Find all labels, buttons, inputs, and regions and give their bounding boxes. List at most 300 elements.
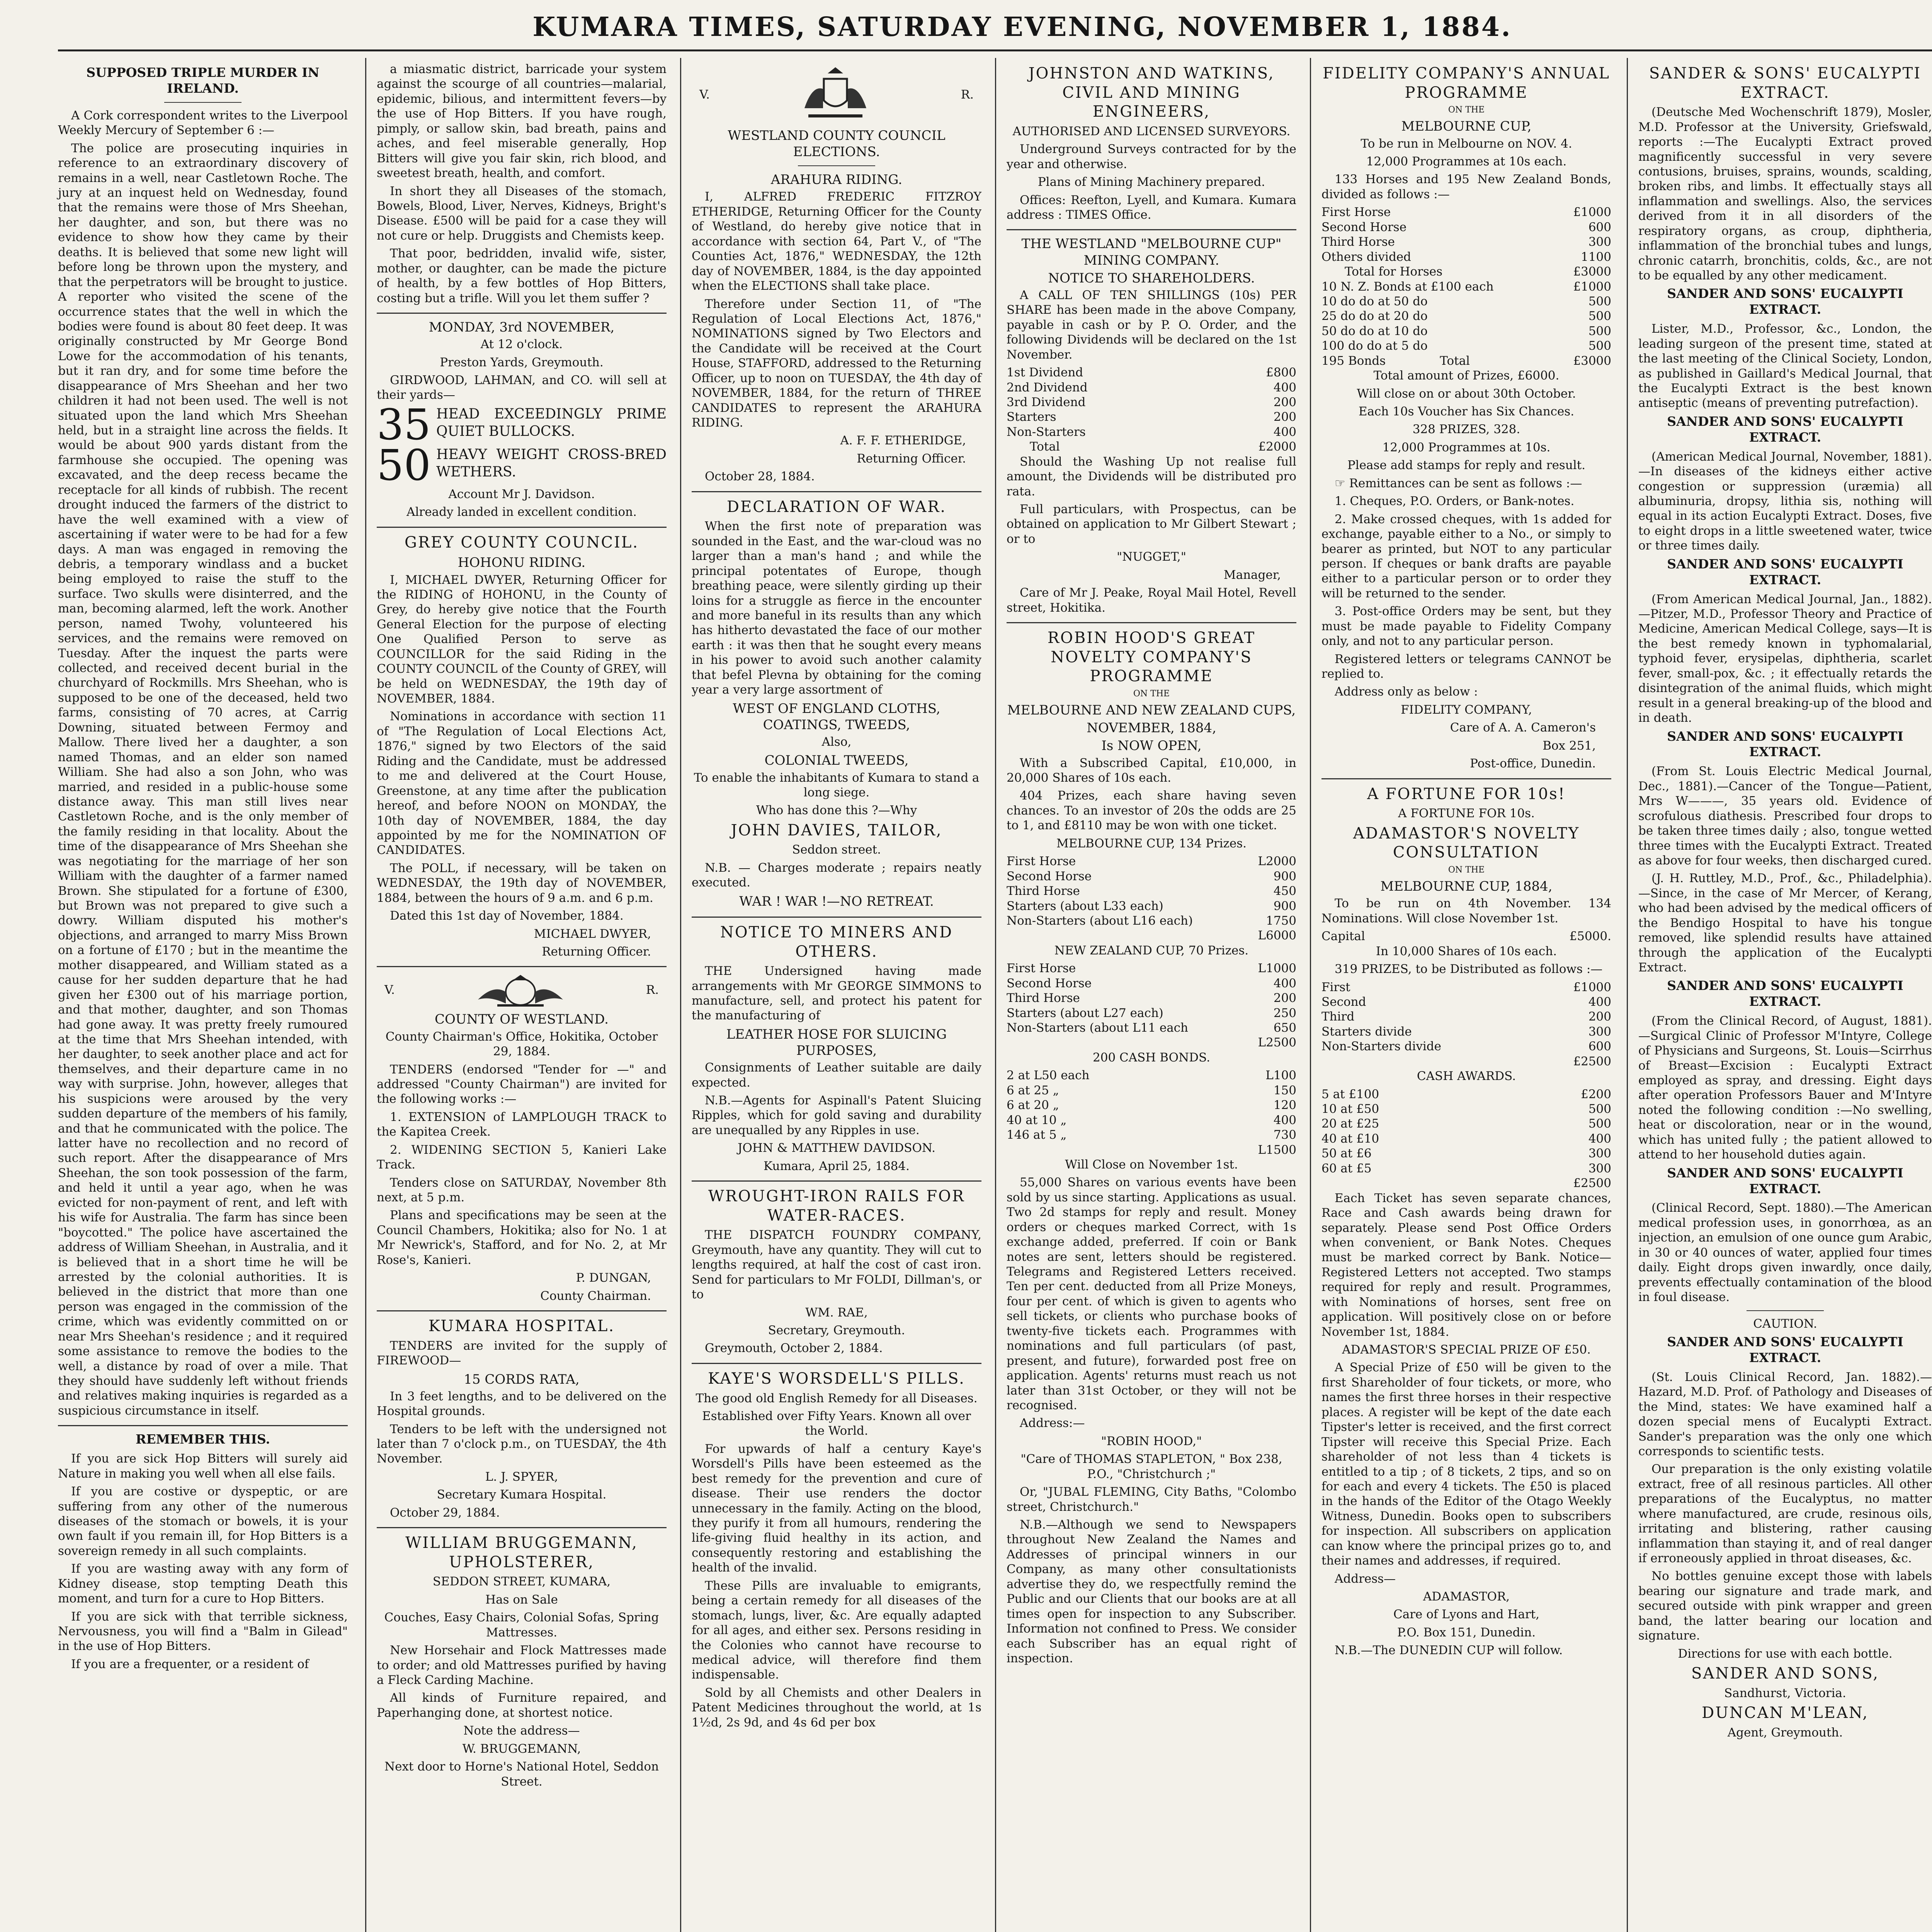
notice-paragraph: Therefore under Section 11, of "The Regulation of Local Elections Act, 1876," NOMINATIONS signed by Two Electors and the Candidate will be received at the Court House, STAFFORD, addressed to the Returning Officer, up to noon on TUESDAY, the 4th day of NOVEMBER, 1884, for the return of THREE CANDIDATES to represent the ARAHURA RIDING. — [692, 297, 981, 430]
sale-note: Already landed in excellent condition. — [406, 505, 637, 519]
table-label: Starters — [1007, 410, 1056, 424]
crest-letter: R. — [961, 87, 974, 102]
table-total-row — [1321, 1176, 1611, 1190]
ad-heading: SANDER AND SONS' EUCALYPTI EXTRACT. — [1667, 286, 1903, 317]
notice-paragraph: Should the Washing Up not realise full amount, the Dividends will be distributed pro rata. — [1007, 454, 1296, 498]
article-paragraph: If you are costive or dyspeptic, or are suffering from any other of the numerous diseases of the stomach or bowels, it is your own fault if you remain ill, for Hop Bitters is a sovereign remedy in all such complaints. — [58, 1485, 348, 1558]
dividend-table — [1007, 365, 1296, 454]
ad-line: To be run in Melbourne on NOV. 4. — [1361, 136, 1572, 151]
table-total-row — [1321, 354, 1611, 368]
ad-title: NOTICE TO MINERS AND OTHERS. — [720, 923, 953, 961]
masthead: KUMARA TIMES, SATURDAY EVENING, NOVEMBER 1, 1884. — [532, 12, 1512, 43]
table-label: Second — [1321, 995, 1366, 1009]
table-label: Second Horse — [1007, 869, 1092, 883]
ad-paragraph: 3. Post-office Orders may be sent, but they must be made payable to Fidelity Company only, and not to any particular person. — [1321, 604, 1611, 648]
table-label: 6 at 25 „ — [1007, 1083, 1059, 1097]
table-label: 20 at £25 — [1321, 1117, 1379, 1131]
ad-line: ON THE — [1448, 865, 1485, 875]
table-row — [1007, 976, 1296, 991]
royal-crest — [699, 66, 974, 124]
prize-table — [1007, 961, 1296, 1050]
notice-title: COUNTY OF WESTLAND. — [435, 1012, 609, 1027]
table-row — [1321, 1161, 1611, 1176]
signature-title: County Chairman. — [540, 1289, 651, 1303]
table-row — [1321, 929, 1611, 944]
signature: A. F. F. ETHERIDGE, — [840, 434, 966, 448]
lot — [377, 406, 667, 444]
table-value: £5000. — [1569, 929, 1611, 944]
ad-date: Greymouth, October 2, 1884. — [705, 1341, 883, 1355]
ad-paragraph: A Special Prize of £50 will be given to the first Shareholder of four tickets, or more, who names the first three horses in their respective places. A register will be kept of the date each Tipster's letter is received, and the first correct Tipster will receive this Special Prize. Each shareholder of not less than 4 tickets is entitled to a tip ; of 8 tickets, 2 tips, and so on for each and every 4 tickets. The £50 is placed in the hands of the Editor of the Otago Weekly Witness, Dunedin. Books open to subscribers for inspection. All subscribers on application can know where the principal prizes go to, and their names and addresses, if required. — [1321, 1361, 1611, 1568]
table-row — [1007, 380, 1296, 395]
table-value: 650 — [1273, 1021, 1296, 1035]
sale-account: Account Mr J. Davidson. — [448, 487, 595, 501]
table-row — [1321, 338, 1611, 353]
divider — [692, 1363, 981, 1364]
agent-location: Agent, Greymouth. — [1727, 1725, 1843, 1740]
notice-paragraph: The POLL, if necessary, will be taken on WEDNESDAY, the 19th day of NOVEMBER, 1884, between the hours of 9 a.m. and 6 p.m. — [377, 861, 667, 905]
ad-line: "Care of THOMAS STAPLETON, " Box 238, P.O., "Christchurch ;" — [1020, 1452, 1282, 1481]
table-value: 450 — [1273, 884, 1296, 898]
notice-line: "NUGGET," — [1117, 550, 1186, 564]
notice-subtitle: HOHONU RIDING. — [457, 555, 586, 571]
table-value: 200 — [1273, 410, 1296, 424]
ad-paragraph: 2. Make crossed cheques, with 1s added for exchange, payable either to a No., or simply to bearer as printed, but NOT to any particular person. If cheques or bank drafts are payable either to a particular person or to order they will be returned to the sender. — [1321, 512, 1611, 600]
ad-line: Also, — [821, 735, 852, 749]
table-title: MELBOURNE CUP, 134 Prizes. — [1056, 836, 1247, 850]
table-row — [1321, 1024, 1611, 1039]
notice-paragraph: TENDERS are invited for the supply of FIREWOOD— — [377, 1338, 667, 1368]
table-value: £2000 — [1258, 440, 1296, 454]
ad-title: ADAMASTOR'S NOVELTY CONSULTATION — [1353, 824, 1580, 862]
ad-paragraph: Lister, M.D., Professor, &c., London, the leading surgeon of the present time, stated at the last meeting of the Clinical Society, London, as published in Gaillard's Medical Journal, that the Eucalypti Extract is the best known antiseptic (means of preventing putrefaction). — [1638, 322, 1932, 410]
ad-line: The good old English Remedy for all Diseases. — [696, 1391, 978, 1405]
ad-date: Kumara, April 25, 1884. — [764, 1159, 910, 1173]
signature: WM. RAE, — [805, 1305, 868, 1320]
table-label: 2nd Dividend — [1007, 380, 1088, 395]
notice-paragraph: A CALL OF TEN SHILLINGS (10s) PER SHARE has been made in the above Company, payable in cash or by P. O. Order, and the following Dividends will be declared on the 1st November. — [1007, 288, 1296, 362]
table-row — [1007, 1006, 1296, 1020]
table-label: Third Horse — [1321, 235, 1395, 249]
table-label: Non-Starters divide — [1321, 1039, 1441, 1054]
ad-title: KAYE'S WORSDELL'S PILLS. — [708, 1369, 965, 1388]
notice-paragraph: Nominations in accordance with section 11 of "The Regulation of Local Elections Act, 1876," signed by two Electors of the said Riding and the Candidate, must be addressed to me and delivered at the Court House, Greenstone, at any time after the publication hereof, and before NOON on MONDAY, the 10th day of NOVEMBER, 1884, the day appointed by me for the NOMINATION OF CANDIDATES. — [377, 709, 667, 857]
ad-paragraph: (American Medical Journal, November, 1881).—In diseases of the kidneys either active congestion or suppression (uræmia) all albuminuria, dropsy, lithia sis, nothing will equal in its action Eucalypti Extract. Doses, five to eight drops in a little sweetened water, twice or three times daily. — [1638, 449, 1932, 553]
ad-paragraph: All kinds of Furniture repaired, and Paperhanging done, at shortest notice. — [377, 1691, 667, 1720]
ad-paragraph: Offices: Reefton, Lyell, and Kumara. Kumara address : TIMES Office. — [1007, 193, 1296, 222]
table-value: £800 — [1266, 366, 1296, 380]
divider — [1007, 622, 1296, 623]
sale-time: At 12 o'clock. — [480, 337, 563, 352]
ad-line: Care of Lyons and Hart, — [1393, 1607, 1539, 1622]
ad-subtitle: AUTHORISED AND LICENSED SURVEYORS. — [1012, 124, 1291, 138]
ad-paragraph: 319 PRIZES, to be Distributed as follows :— — [1335, 962, 1603, 976]
table-title: 200 CASH BONDS. — [1093, 1050, 1210, 1065]
table-row — [1007, 1083, 1296, 1098]
ad-line: Please add stamps for reply and result. — [1347, 458, 1586, 473]
ad-line: WEST OF ENGLAND CLOTHS, COATINGS, TWEEDS, — [733, 701, 940, 733]
table-label: Second Horse — [1321, 220, 1407, 234]
article-paragraph: If you are wasting away with any form of Kidney disease, stop tempting Death this moment, and turn for a cure to Hop Bitters. — [58, 1562, 348, 1606]
table-label: 1st Dividend — [1007, 366, 1083, 380]
table-row — [1007, 913, 1296, 928]
ad-line: Seddon street. — [792, 843, 881, 857]
table-value: 120 — [1273, 1098, 1296, 1112]
table-label: 146 at 5 „ — [1007, 1128, 1067, 1142]
ad-line: ADAMASTOR, — [1423, 1590, 1510, 1604]
notice-paragraph: Full particulars, with Prospectus, can be obtained on application to Mr Gilbert Stewart ; or to — [1007, 502, 1296, 546]
ad-title: DECLARATION OF WAR. — [726, 498, 947, 516]
ad-line: Next door to Horne's National Hotel, Seddon Street. — [384, 1760, 659, 1789]
ad-line: Directions for use with each bottle. — [1678, 1646, 1893, 1661]
ad-paragraph: THE Undersigned having made arrangements with Mr GEORGE SIMMONS to manufacture, sell, and protect his patent for the manufacturing of — [692, 964, 981, 1023]
ad-line: Established over Fifty Years. Known all over the World. — [702, 1409, 971, 1438]
top-rule — [58, 49, 1932, 51]
ad-subtitle: MELBOURNE AND NEW ZEALAND CUPS, — [1007, 702, 1296, 718]
column-6 — [1638, 62, 1932, 1743]
ad-line: 12,000 Programmes at 10s each. — [1366, 155, 1567, 169]
table-label: 50 at £6 — [1321, 1146, 1372, 1161]
ad-line: JOHN DAVIES, TAILOR, — [731, 821, 942, 839]
table-total-row — [1007, 928, 1296, 943]
notice-item: 2. WIDENING SECTION 5, Kanieri Lake Track. — [377, 1143, 667, 1172]
ad-line: Post-office, Dunedin. — [1470, 757, 1596, 771]
notice-item: 15 CORDS RATA, — [464, 1371, 580, 1387]
table-label: 5 at £100 — [1321, 1087, 1379, 1101]
ad-line: FIDELITY COMPANY, — [1401, 702, 1532, 717]
table-label: First — [1321, 980, 1350, 994]
table-value: 500 — [1588, 339, 1611, 353]
table-label: First Horse — [1007, 854, 1076, 869]
article-paragraph: If you are a frequenter, or a resident of — [71, 1657, 309, 1671]
table-value: 300 — [1588, 1146, 1611, 1161]
table-value: 300 — [1588, 1161, 1611, 1175]
table-value: L1000 — [1258, 961, 1296, 976]
table-label: Third — [1321, 1010, 1355, 1024]
table-value: £2500 — [1573, 1054, 1611, 1068]
table-value: L6000 — [1258, 929, 1296, 943]
table-label: 6 at 20 „ — [1007, 1098, 1059, 1112]
table-value: 1750 — [1266, 913, 1296, 928]
ad-line: Or, "JUBAL FLEMING, City Baths, "Colombo street, Christchurch." — [1007, 1485, 1296, 1514]
lot-number: 35 — [377, 405, 431, 444]
prize-table — [1007, 854, 1296, 943]
table-row — [1321, 250, 1611, 264]
table-row — [1321, 324, 1611, 338]
notice-paragraph: Tenders to be left with the undersigned not later than 7 o'clock p.m., on TUESDAY, the 4th November. — [377, 1422, 667, 1466]
ad-line: Total amount of Prizes, £6000. — [1373, 369, 1560, 383]
notice-title: KUMARA HOSPITAL. — [428, 1317, 615, 1335]
table-label: Starters divide — [1321, 1024, 1412, 1039]
ad-paragraph: For upwards of half a century Kaye's Worsdell's Pills have been esteemed as the best remedy for the prevention and cure of disease. Their use renders the doctor unnecessary in the family. Acting on the blood, they purify it from all humours, rendering the life-giving fluid healthy in its action, and consequently restoring and establishing the health of the invalid. — [692, 1442, 981, 1575]
ad-line: 328 PRIZES, 328. — [1412, 422, 1520, 437]
ad-line: Has on Sale — [485, 1592, 558, 1607]
ad-address: SEDDON STREET, KUMARA, — [432, 1575, 611, 1589]
table-row — [1321, 294, 1611, 309]
table-label: Others divided — [1321, 250, 1411, 264]
ad-paragraph: These Pills are invaluable to emigrants, being a certain remedy for all diseases of the stomach, lungs, liver, &c. Are equally adapted for all ages, and either sex. Persons residing in the Colonies who cannot have recourse to medical advice, will therefore find them indispensable. — [692, 1578, 981, 1682]
table-value: 500 — [1588, 309, 1611, 323]
table-row — [1007, 854, 1296, 869]
table-row — [1321, 279, 1611, 294]
ad-line: COLONIAL TWEEDS, — [764, 753, 909, 769]
prize-table — [1321, 205, 1611, 368]
ad-paragraph: ☞ Remittances can be sent as follows :— — [1335, 476, 1582, 490]
ad-paragraph: New Horsehair and Flock Mattresses made to order; and old Mattresses purified by having a Fleck Carding Machine. — [377, 1643, 667, 1687]
divider — [164, 102, 242, 103]
table-row — [1321, 309, 1611, 323]
table-label: Capital — [1321, 929, 1365, 944]
table-total-row — [1321, 264, 1611, 279]
table-value: 500 — [1588, 294, 1611, 308]
table-title: CASH AWARDS. — [1417, 1069, 1516, 1083]
coat-of-arms-icon — [470, 973, 571, 1007]
notice-title: WESTLAND COUNTY COUNCIL ELECTIONS. — [728, 128, 946, 160]
table-row — [1321, 205, 1611, 219]
article-title: SUPPOSED TRIPLE MURDER IN IRELAND. — [86, 65, 320, 96]
ad-paragraph: Each Ticket has seven separate chances, Race and Cash awards being drawn for separately. Please send Post Office Orders when convenient, or Bank Notes. Cheques must be marked correct by Bank. Notice—Registered Letters not accepted. Two stamps required for reply and result. Programmes, with Nominations of horses, sent free on application. Will positively close on or before November 1st, 1884. — [1321, 1191, 1611, 1339]
notice-title: THE WESTLAND "MELBOURNE CUP" MINING COMPANY. — [1021, 236, 1282, 268]
ad-paragraph: Registered letters or telegrams CANNOT be replied to. — [1321, 652, 1611, 681]
table-value: 1100 — [1581, 250, 1611, 264]
ad-title: A FORTUNE FOR 10s! — [1367, 785, 1566, 803]
table-value: 300 — [1588, 1024, 1611, 1039]
table-label: Total for Horses — [1345, 265, 1443, 279]
article-paragraph: A Cork correspondent writes to the Liverpool Weekly Mercury of September 6 :— — [58, 108, 348, 138]
article-title: REMEMBER THIS. — [135, 1432, 270, 1447]
divider — [1321, 778, 1611, 779]
table-row — [1007, 869, 1296, 884]
ad-line: ON THE — [1448, 105, 1485, 115]
article-paragraph: If you are sick with that terrible sickness, Nervousness, you will find a "Balm in Gilead" in the use of Hop Bitters. — [58, 1609, 348, 1653]
signature: MICHAEL DWYER, — [534, 927, 651, 941]
table-row — [1321, 980, 1611, 995]
table-value: 400 — [1588, 1131, 1611, 1146]
table-value: L1500 — [1258, 1143, 1296, 1157]
ad-line: Care of A. A. Cameron's — [1450, 721, 1596, 735]
table-label: 40 at £10 — [1321, 1131, 1379, 1146]
divider — [1747, 1310, 1824, 1311]
table-value: £3000 — [1573, 265, 1611, 279]
ad-paragraph: Sold by all Chemists and other Dealers in Patent Medicines throughout the world, at 1s 1½d, 2s 9d, and 4s 6d per box — [692, 1685, 981, 1730]
ad-paragraph: Our preparation is the only existing volatile extract, free of all resinous particles. All other preparations of the Eucalyptus, no matter where manufactured, are crude, resinous oils, irritating and blistering, rather causing inflammation than staying it, and of real danger if erroneously applied in throat diseases, &c. — [1638, 1462, 1932, 1565]
table-row — [1321, 1146, 1611, 1161]
notice-paragraph: In 3 feet lengths, and to be delivered on the Hospital grounds. — [377, 1389, 667, 1418]
column-4 — [1007, 62, 1296, 1669]
cash-table — [1321, 1087, 1611, 1191]
ad-title: WROUGHT-IRON RAILS FOR WATER-RACES. — [708, 1187, 965, 1225]
ad-heading: SANDER AND SONS' EUCALYPTI EXTRACT. — [1667, 1334, 1903, 1365]
column-5 — [1321, 62, 1611, 1661]
ad-heading: SANDER AND SONS' EUCALYPTI EXTRACT. — [1667, 1165, 1903, 1196]
ad-paragraph: THE DISPATCH FOUNDRY COMPANY, Greymouth, have any quantity. They will cut to lengths required, at half the cost of cast iron. Send for particulars to Mr FOLDI, Dillman's, or to — [692, 1228, 981, 1302]
ad-paragraph: (St. Louis Clinical Record, Jan. 1882).—Hazard, M.D. Prof. of Pathology and Diseases of the Mind, states: We have examined half a dozen special mens of Eucalypti Extract. Sander's preparation was the only one which corresponds to scientific tests. — [1638, 1370, 1932, 1458]
table-value: 400 — [1273, 1113, 1296, 1127]
ad-paragraph: No bottles genuine except those with labels bearing our signature and trade mark, and secured outside with pink wrapper and green band, the latter bearing our location and signature. — [1638, 1569, 1932, 1643]
ad-heading: SANDER AND SONS' EUCALYPTI EXTRACT. — [1667, 978, 1903, 1009]
signature-title: Returning Officer. — [542, 945, 651, 959]
table-label: Non-Starters (about L16 each) — [1007, 913, 1193, 928]
table-total-row — [1321, 1054, 1611, 1069]
ad-paragraph: To be run on 4th November. 134 Nominations. Will close November 1st. — [1321, 896, 1611, 925]
table-label: 10 N. Z. Bonds at £100 each — [1321, 279, 1494, 294]
ad-title: ADAMASTOR'S SPECIAL PRIZE OF £50. — [1342, 1343, 1591, 1357]
table-row — [1007, 395, 1296, 410]
signature: JOHN & MATTHEW DAVIDSON. — [738, 1141, 935, 1155]
table-row — [1007, 1068, 1296, 1083]
table-value: 500 — [1588, 1102, 1611, 1116]
table-row — [1007, 425, 1296, 439]
notice-title: GREY COUNTY COUNCIL. — [404, 533, 639, 551]
table-label: 3rd Dividend — [1007, 395, 1086, 409]
ad-paragraph: With a Subscribed Capital, £10,000, in 20,000 Shares of 10s each. — [1007, 756, 1296, 785]
table-value: 300 — [1588, 235, 1611, 249]
article-paragraph: a miasmatic district, barricade your system against the scourge of all countries—malarial, epidemic, bilious, and intermittent fevers—by the use of Hop Bitters. If you have rough, pimply, or sallow skin, bad breath, pains and aches, and feel miserable generally, Hop Bitters will give you fair skin, rich blood, and sweetest breath, health, and comfort. — [377, 62, 667, 180]
ad-subtitle: A FORTUNE FOR 10s. — [1398, 806, 1535, 821]
ad-line: Is NOW OPEN, — [1101, 738, 1202, 754]
table-row — [1007, 1128, 1296, 1142]
table-row — [1321, 220, 1611, 235]
table-row — [1321, 1087, 1611, 1102]
table-label: Third Horse — [1007, 991, 1080, 1005]
column-rule — [1310, 58, 1311, 1932]
divider — [377, 1310, 667, 1311]
table-title: NEW ZEALAND CUP, 70 Prizes. — [1054, 943, 1249, 957]
ad-paragraph: N.B.—The DUNEDIN CUP will follow. — [1335, 1643, 1563, 1658]
ad-line: P.O. Box 151, Dunedin. — [1397, 1625, 1536, 1639]
signature: L. J. SPYER, — [485, 1469, 558, 1484]
signature-title: Returning Officer. — [857, 451, 966, 466]
table-label: First Horse — [1321, 205, 1391, 219]
table-label: 100 do do at 5 do — [1321, 339, 1428, 353]
divider — [377, 527, 667, 528]
table-value: £1000 — [1573, 279, 1611, 294]
table-row — [1007, 1098, 1296, 1112]
table-row — [1007, 899, 1296, 913]
ad-paragraph: Underground Surveys contracted for by the year and otherwise. — [1007, 142, 1296, 171]
divider — [692, 491, 981, 492]
column-2 — [377, 62, 667, 1792]
notice-subtitle: ARAHURA RIDING. — [770, 172, 903, 188]
ad-paragraph: (From the Clinical Record, of August, 1881).—Surgical Clinic of Professor M'Intyre, College of Physicians and Surgeons, St. Louis—Scirrhus of Breast—Excision : Eucalypti Extract employed as spray, and dressing. Eight days after operation Professors Bauer and M'Intyre noted the following condition :—No swelling, heat or discoloration, near or in the wound, which has united fully ; the patient allowed to attend to her household duties again. — [1638, 1014, 1932, 1162]
signature-title: Secretary, Greymouth. — [768, 1323, 905, 1338]
ad-paragraph: (From American Medical Journal, Jan., 1882).—Pitzer, M.D., Professor Theory and Practice of Medicine, American Medical College, says—It is the best remedy known in typhomalarial, typhoid fever, erysipelas, diphtheria, scarlet fever, small-pox, &c. ; it effectually retards the disintegration of the animal fluids, which might result in a general breaking-up of the blood and in death. — [1638, 592, 1932, 725]
table-row — [1007, 1113, 1296, 1128]
table-row — [1321, 235, 1611, 249]
column-3 — [692, 62, 981, 1733]
column-rule — [1627, 58, 1628, 1932]
ad-paragraph: When the first note of preparation was sounded in the East, and the war-cloud was no larger than a man's hand ; and while the principal potentates of Europe, though breathing peace, were silently girding up their loins for a struggle as fierce in the encounter and more baneful in its results than any which has hitherto devastated the face of our mother earth : it was then that he sought every means in his power to avoid such another calamity that befel Plevna by obtaining for the coming year a very large assortment of — [692, 519, 981, 697]
sale-date: MONDAY, 3rd NOVEMBER, — [429, 320, 615, 335]
table-label: Starters (about L33 each) — [1007, 899, 1163, 913]
table-label: 10 at £50 — [1321, 1102, 1379, 1116]
ad-title: SANDER & SONS' EUCALYPTI EXTRACT. — [1649, 65, 1922, 102]
table-value: £1000 — [1573, 980, 1611, 994]
ad-paragraph: N.B.—Although we send to Newspapers throughout New Zealand the Names and Addresses of principal winners in our Company, as many other consultationists advertise they do, we respectfully remind the Public and our Clients that our books are at all times open for inspection to any Subscriber. Information not confined to Press. We consider each Subscriber has an equal right of inspection. — [1007, 1518, 1296, 1665]
signature: SANDER AND SONS, — [1691, 1665, 1879, 1683]
divider — [58, 1425, 348, 1426]
ad-line: NOVEMBER, 1884, — [1087, 720, 1216, 736]
table-value: 400 — [1588, 995, 1611, 1009]
table-value: 600 — [1588, 220, 1611, 234]
ad-heading: CAUTION. — [1753, 1316, 1817, 1331]
divider — [377, 313, 667, 314]
table-value: 400 — [1273, 425, 1296, 439]
table-value: 500 — [1588, 324, 1611, 338]
ad-line: Will close on or about 30th October. — [1357, 386, 1576, 401]
notice-paragraph: I, MICHAEL DWYER, Returning Officer for the RIDING of HOHONU, in the County of Grey, do hereby give notice that the Fourth General Election for the purpose of electing One Qualified Person to serve as COUNCILLOR for the said Riding in the COUNTY COUNCIL of the County of GREY, will be held on WEDNESDAY, the 19th day of NOVEMBER, 1884. — [377, 573, 667, 706]
capital-table — [1321, 929, 1611, 944]
article-paragraph: If you are sick Hop Bitters will surely aid Nature in making you well when all else fails. — [58, 1452, 348, 1481]
notice-paragraph: Tenders close on SATURDAY, November 8th next, at 5 p.m. — [377, 1175, 667, 1204]
divider — [692, 1180, 981, 1182]
table-row — [1007, 884, 1296, 898]
notice-date: October 28, 1884. — [705, 469, 815, 484]
lot — [377, 446, 667, 485]
column-rule — [680, 58, 681, 1932]
table-value: £3000 — [1573, 354, 1611, 368]
lot-text: HEAD EXCEEDINGLY PRIME QUIET BULLOCKS. — [436, 406, 667, 439]
lot-number: 50 — [377, 446, 431, 485]
ad-line: WAR ! WAR !—NO RETREAT. — [739, 893, 934, 909]
ad-line: LEATHER HOSE FOR SLUICING PURPOSES, — [726, 1026, 947, 1058]
table-row — [1321, 995, 1611, 1009]
signature-title: Manager, — [1223, 568, 1281, 582]
royal-crest — [384, 973, 659, 1007]
ad-paragraph: 55,000 Shares on various events have been sold by us since starting. Applications as usual. Two 2d stamps for reply and result. Money orders or cheques marked Correct, with 1s exchange added, preferred. If coin or Bank notes are sent, letters should be registered. Telegrams and Registered Letters received. Ten per cent. deducted from all Prize Moneys, four per cent. of which is given to agents who sell tickets, or clients who purchase books of twenty-five tickets each. Programmes with nominations and full particulars (of past, present, and future), forwarded post free on application. Agents' returns must reach us not later than 31st October, or they will not be recognised. — [1007, 1175, 1296, 1412]
signature: P. DUNGAN, — [576, 1271, 651, 1285]
ad-line: Address— — [1335, 1571, 1396, 1586]
table-total-row — [1007, 1143, 1296, 1157]
table-value: 500 — [1588, 1117, 1611, 1131]
table-value: L100 — [1265, 1068, 1296, 1083]
article-paragraph: The police are prosecuting inquiries in reference to an extraordinary discovery of remains in a well, near Castletown Roche. The jury at an inquest held on Wednesday, found that the remains were those of Mrs Sheehan, her daughter, and son, but there was no evidence to show how they came by their deaths. It is believed that some new light will before long be thrown upon the mystery, and that the perpetrators will be brought to justice. A reporter who visited the scene of the occurrence states that the well in which the bodies were found is about 80 feet deep. It was originally constructed by Mr George Bond Lowe for the accommodation of his tenants, but it ran dry, and for some time before the disappearance of Mrs Sheehan and her two children it had not been used. The well is not situated upon the land which Mrs Sheehan held, but in a straight line across the fields. It would be about 900 yards distant from the farmhouse she occupied. The opening was excavated, and the deep recess became the receptacle for all kinds of rubbish. The recent drought induced the farmers of the district to have the well examined with a view of ascertaining if water were to be had for a few days. A man was engaged in removing the debris, a temporary windlass and a bucket being employed to raise the stuff to the surface. Two skulls were disinterred, and the man, becoming alarmed, left the work. Another person, named Twohy, volunteered his services, and the remains were removed on Tuesday. After the inquest the parts were collected, and received decent burial in the churchyard of Rockmills. Mrs Sheehan, who is supposed to be one of the deceased, held two farms, consisting of 70 acres, at Carrig Downing, situated between Fermoy and Mallow. There lived her a daughter, a son named Thomas, and an elder son named William. She had also a son John, who was married, and resided in a public-house some distance away. This man still lives near Castletown Roche, and is the only member of the family residing in that locality. About the time of the disappearance of Mrs Sheehan she was negotiating for the marriage of her son William with the daughter of a farmer named Brown. She stipulated for a fortune of £300, but Brown was not prepared to give such a dowry. William disputed his mother's objections, and arranged to marry Miss Brown on a fortune of £170 ; but in the meantime the mother disappeared, and William stated as a cause for her sudden departure that he had given her £300 out of his marriage portion, and that mother, daughter, and son Thomas had gone away. It was pretty freely rumoured at the time that Mrs Sheehan intended, with her daughter, to seek another place and act for themselves, and their departure came in no way with surprise. John, however, alleges that his suspicions were aroused by the very sudden departure of the members of his family, and that he communicated with the police. The latter have no recollection and no record of such report. After the disappearance of Mrs Sheehan, the son took possession of the farm, and held it until a year ago, when he was evicted for non-payment of rent, and left with his wife for Australia. The farm has since been "boycotted." The police have ascertained the address of William Sheehan, in Australia, and it is believed that in a short time he will be arrested by the colonial authorities. It is believed in the district that more than one person was engaged in the commission of the crime, which was evidently committed on or near Mrs Sheehan's residence ; and it required some assistance to remove the bodies to the well, a distance by road of over a mile. That they should have suddenly left without friends and relatives making inquiries is regarded as a suspicious circumstance in itself. — [58, 141, 348, 1418]
ad-line: Address only as below : — [1335, 685, 1478, 699]
table-value: 730 — [1273, 1128, 1296, 1142]
table-label: Total — [1030, 440, 1060, 454]
crest-letter: R. — [646, 983, 659, 997]
table-value: 600 — [1588, 1039, 1611, 1054]
prize-table — [1321, 980, 1611, 1069]
ad-heading: SANDER AND SONS' EUCALYPTI EXTRACT. — [1667, 413, 1903, 445]
table-value: L2500 — [1258, 1036, 1296, 1050]
table-value: 250 — [1273, 1006, 1296, 1020]
article-paragraph: That poor, bedridden, invalid wife, sister, mother, or daughter, can be made the picture of health, by a few bottles of Hop Bitters, costing but a trifle. Will you let them suffer ? — [377, 247, 667, 305]
table-label: Non-Starters — [1007, 425, 1086, 439]
table-value: 900 — [1273, 869, 1296, 883]
ad-line: Address:— — [1020, 1416, 1085, 1430]
table-row — [1321, 1131, 1611, 1146]
table-label: Second Horse — [1007, 976, 1092, 990]
table-label: 10 do do at 50 do — [1321, 294, 1428, 308]
crest-letter: V. — [384, 983, 395, 997]
ad-paragraph: (Clinical Record, Sept. 1880).—The American medical profession uses, in gonorrhœa, as an injection, an emulsion of one ounce gum Arabic, in 30 or 40 ounces of water, applied four times daily. Eight drops given inwardly, once daily, prevents effectually contamination of the blood in foul disease. — [1638, 1201, 1932, 1304]
table-row — [1321, 1116, 1611, 1131]
table-value: 900 — [1273, 899, 1296, 913]
notice-paragraph: Care of Mr J. Peake, Royal Mail Hotel, Revell street, Hokitika. — [1007, 586, 1296, 615]
divider — [692, 917, 981, 918]
ad-title: ROBIN HOOD'S GREAT NOVELTY COMPANY'S PROGRAMME — [1047, 629, 1256, 685]
table-value: 200 — [1588, 1010, 1611, 1024]
notice-paragraph: Plans and specifications may be seen at the Council Chambers, Hokitika; also for No. 1 at Mr Newrick's, Stafford, and for No. 2, at Mr Rose's, Kanieri. — [377, 1208, 667, 1267]
table-row — [1321, 1102, 1611, 1116]
divider — [1007, 229, 1296, 230]
ad-subtitle: MELBOURNE CUP, 1884, — [1380, 879, 1553, 895]
table-value: 400 — [1273, 380, 1296, 395]
notice-paragraph: I, ALFRED FREDERIC FITZROY ETHERIDGE, Returning Officer for the County of Westland, do hereby give notice that in accordance with section 64, Part V., of "The Counties Act, 1876," WEDNESDAY, the 12th day of NOVEMBER, 1884, is the day appointed when the ELECTIONS shall take place. — [692, 190, 981, 293]
table-label: Starters (about L27 each) — [1007, 1006, 1163, 1020]
table-value: 200 — [1273, 991, 1296, 1005]
